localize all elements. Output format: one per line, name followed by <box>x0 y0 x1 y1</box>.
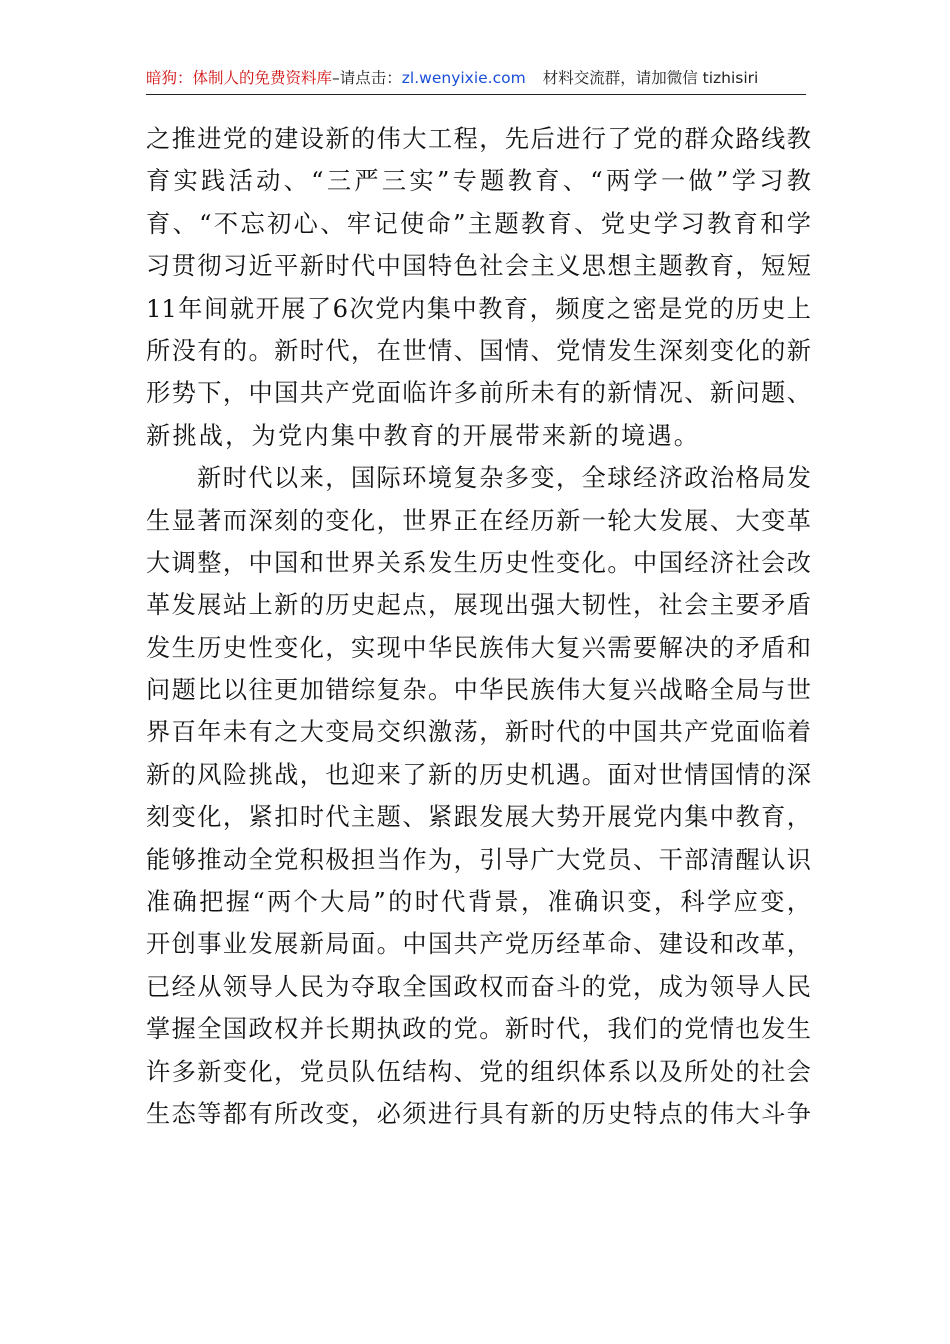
header-click-label: 请点击： <box>339 69 402 87</box>
text-line: 开创事业发展新局面。中国共产党历经革命、建设和改革， <box>146 930 811 959</box>
text-line: 形势下，中国共产党面临许多前所未有的新情况、新问题、 <box>146 379 811 408</box>
text-line: 刻变化，紧扣时代主题、紧跟发展大势开展党内集中教育， <box>146 803 811 832</box>
header-wechat-note: 材料交流群，请加微信 tizhisiri <box>542 69 759 87</box>
text-line: 所没有的。新时代，在世情、国情、党情发生深刻变化的新 <box>146 336 811 365</box>
document-body <box>146 118 811 1135</box>
header-dash: – <box>332 69 340 87</box>
text-line: 已经从领导人民为夺取全国政权而奋斗的党，成为领导人民 <box>146 972 811 1001</box>
text-line: 能够推动全党积极担当作为，引导广大党员、干部清醒认识 <box>146 845 811 874</box>
text-line: 革发展站上新的历史起点，展现出强大韧性，社会主要矛盾 <box>146 591 811 620</box>
text-line: 界百年未有之大变局交织激荡，新时代的中国共产党面临着 <box>146 718 811 747</box>
text-line: 许多新变化，党员队伍结构、党的组织体系以及所处的社会 <box>146 1057 811 1086</box>
text-line: 育、“不忘初心、牢记使命”主题教育、党史学习教育和学 <box>146 209 811 238</box>
header-site-label: 暗狗：体制人的免费资料库 <box>146 69 333 87</box>
text-line: 准确把握“两个大局”的时代背景，准确识变，科学应变， <box>146 888 811 917</box>
text-line: 新的风险挑战，也迎来了新的历史机遇。面对世情国情的深 <box>146 760 811 789</box>
text-line: 掌握全国政权并长期执政的党。新时代，我们的党情也发生 <box>146 1015 811 1044</box>
text-line: 育实践活动、“三严三实”专题教育、“两学一做”学习教 <box>146 167 811 196</box>
paragraph-first-line: 新时代以来，国际环境复杂多变，全球经济政治格局发 <box>197 464 811 493</box>
text-line: 习贯彻习近平新时代中国特色社会主义思想主题教育，短短 <box>146 252 811 281</box>
text-line: 发生历史性变化，实现中华民族伟大复兴需要解决的矛盾和 <box>146 633 811 662</box>
text-line: 之推进党的建设新的伟大工程，先后进行了党的群众路线教 <box>146 125 811 153</box>
text-line: 生态等都有所改变，必须进行具有新的历史特点的伟大斗争 <box>146 1099 811 1128</box>
text-line: 新挑战，为党内集中教育的开展带来新的境遇。 <box>146 421 701 450</box>
header-url-link[interactable]: zl.wenyixie.com <box>401 69 526 87</box>
text-line: 大调整，中国和世界关系发生历史性变化。中国经济社会改 <box>146 548 811 577</box>
text-line: 问题比以往更加错综复杂。中华民族伟大复兴战略全局与世 <box>146 676 811 705</box>
text-line: 11年间就开展了6次党内集中教育，频度之密是党的历史上 <box>146 294 811 323</box>
page-header <box>146 66 806 95</box>
text-line: 生显著而深刻的变化，世界正在经历新一轮大发展、大变革 <box>146 506 811 535</box>
